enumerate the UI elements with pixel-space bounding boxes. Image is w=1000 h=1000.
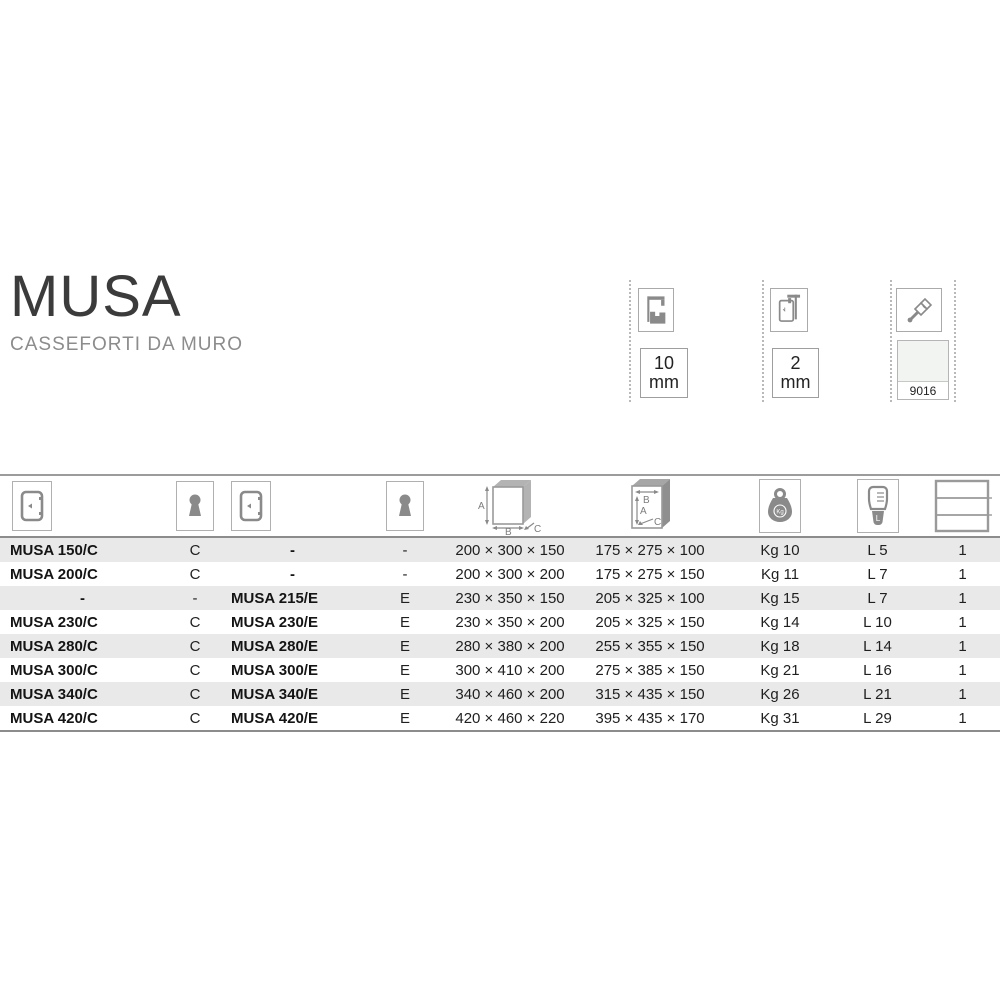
weight-cell: Kg 31 (760, 709, 800, 727)
weight-cell: Kg 14 (760, 613, 800, 631)
shelves-count-cell: 1 (958, 589, 967, 607)
body-thickness-number: 2 (790, 353, 801, 374)
model-e-cell: MUSA 215/E (231, 589, 318, 607)
model-c-cell: - (80, 589, 85, 607)
key-type-c-cell: C (189, 661, 201, 679)
weight-cell: Kg 10 (760, 541, 800, 559)
door-thickness-unit: mm (649, 372, 679, 392)
external-dimensions-cell: 340 × 460 × 200 (455, 685, 565, 703)
volume-cell: L 10 (863, 613, 892, 631)
external-dimensions-icon (477, 477, 543, 535)
volume-l-icon (857, 479, 899, 533)
safe-door-icon (231, 481, 271, 531)
shelves-count-cell: 1 (958, 685, 967, 703)
shelves-count-cell: 1 (958, 661, 967, 679)
caliper-body-thickness-icon (770, 288, 808, 332)
external-dimensions-cell: 200 × 300 × 200 (455, 565, 565, 583)
key-type-e-cell: - (402, 541, 408, 559)
model-e-cell: MUSA 300/E (231, 661, 318, 679)
dotted-separator (890, 280, 892, 402)
column-external-dimensions-header (450, 476, 570, 536)
table-row (0, 586, 1000, 610)
volume-cell: L 29 (863, 709, 892, 727)
model-c-cell: MUSA 340/C (10, 685, 98, 703)
internal-dimensions-cell: 175 × 275 × 100 (595, 541, 705, 559)
volume-cell: L 21 (863, 685, 892, 703)
key-type-c-cell: C (189, 685, 201, 703)
table-row (0, 682, 1000, 706)
internal-dimensions-cell: 255 × 355 × 150 (595, 637, 705, 655)
external-dimensions-cell: 230 × 350 × 200 (455, 613, 565, 631)
keyhole-icon (176, 481, 214, 531)
key-type-e-cell: E (399, 637, 410, 655)
key-type-e-cell: - (402, 565, 408, 583)
svg-text:B: B (505, 527, 512, 535)
internal-dimensions-cell: 205 × 325 × 150 (595, 613, 705, 631)
key-type-c-cell: C (189, 541, 201, 559)
ral-color-swatch (897, 340, 949, 400)
dotted-separator (762, 280, 764, 402)
spec-table (0, 474, 1000, 732)
column-shelves-header (925, 476, 1000, 536)
external-dimensions-cell: 230 × 350 × 150 (455, 589, 565, 607)
internal-dimensions-cell: 395 × 435 × 170 (595, 709, 705, 727)
external-dimensions-cell: 280 × 380 × 200 (455, 637, 565, 655)
key-type-c-cell: C (189, 613, 201, 631)
column-key-c-header (165, 476, 225, 536)
shelves-count-cell: 1 (958, 565, 967, 583)
key-type-c-cell: C (189, 637, 201, 655)
caliper-door-thickness-icon (638, 288, 674, 332)
model-c-cell: MUSA 150/C (10, 541, 98, 559)
model-c-cell: MUSA 200/C (10, 565, 98, 583)
weight-cell: Kg 15 (760, 589, 800, 607)
internal-dimensions-cell: 275 × 385 × 150 (595, 661, 705, 679)
internal-dimensions-cell: 175 × 275 × 150 (595, 565, 705, 583)
table-body (0, 538, 1000, 732)
model-c-cell: MUSA 420/C (10, 709, 98, 727)
model-e-cell: - (290, 541, 295, 559)
volume-cell: L 7 (867, 589, 888, 607)
table-row (0, 634, 1000, 658)
shelves-count-cell: 1 (958, 637, 967, 655)
volume-cell: L 5 (867, 541, 888, 559)
column-key-e-header (360, 476, 450, 536)
internal-dimensions-icon (620, 478, 680, 534)
key-type-c-cell: C (189, 709, 201, 727)
shelves-count-cell: 1 (958, 541, 967, 559)
external-dimensions-cell: 200 × 300 × 150 (455, 541, 565, 559)
model-c-cell: MUSA 230/C (10, 613, 98, 631)
volume-cell: L 7 (867, 565, 888, 583)
svg-text:Kg: Kg (776, 509, 784, 516)
model-e-cell: MUSA 280/E (231, 637, 318, 655)
key-type-e-cell: E (399, 589, 410, 607)
body-thickness-unit: mm (780, 372, 811, 392)
column-model-c-header (0, 476, 165, 536)
column-volume-header (830, 476, 925, 536)
weight-cell: Kg 21 (760, 661, 800, 679)
weight-cell: Kg 18 (760, 637, 800, 655)
column-model-e-header (225, 476, 360, 536)
table-header-row (0, 476, 1000, 536)
table-row (0, 706, 1000, 730)
model-e-cell: MUSA 340/E (231, 685, 318, 703)
weight-cell: Kg 11 (760, 565, 800, 583)
internal-dimensions-cell: 315 × 435 × 150 (595, 685, 705, 703)
svg-text:C: C (534, 524, 542, 535)
paintbrush-icon (896, 288, 942, 332)
shelves-icon (934, 479, 992, 533)
key-type-e-cell: E (399, 709, 410, 727)
brand-block (10, 264, 244, 356)
svg-text:A: A (478, 501, 485, 512)
table-row (0, 538, 1000, 562)
keyhole-icon (386, 481, 424, 531)
key-type-e-cell: E (399, 613, 410, 631)
weight-cell: Kg 26 (760, 685, 800, 703)
dotted-separator (629, 280, 631, 402)
internal-dimensions-cell: 205 × 325 × 100 (595, 589, 705, 607)
column-weight-header (730, 476, 830, 536)
key-type-c-cell: C (189, 565, 201, 583)
volume-cell: L 16 (863, 661, 892, 679)
external-dimensions-cell: 420 × 460 × 220 (455, 709, 565, 727)
body-thickness-value (772, 348, 819, 398)
svg-text:B: B (643, 495, 650, 506)
page-title: MUSA (10, 264, 182, 329)
model-c-cell: MUSA 300/C (10, 661, 98, 679)
model-e-cell: - (290, 565, 295, 583)
page-subtitle: CASSEFORTI DA MURO (10, 334, 244, 355)
svg-text:A: A (640, 506, 647, 517)
key-type-e-cell: E (399, 685, 410, 703)
external-dimensions-cell: 300 × 410 × 200 (455, 661, 565, 679)
key-type-e-cell: E (399, 661, 410, 679)
table-row (0, 658, 1000, 682)
key-type-c-cell: - (192, 589, 198, 607)
model-e-cell: MUSA 420/E (231, 709, 318, 727)
volume-cell: L 14 (863, 637, 892, 655)
weight-kg-icon (759, 479, 801, 533)
table-row (0, 610, 1000, 634)
table-row (0, 562, 1000, 586)
safe-door-icon (12, 481, 52, 531)
ral-color-fill (898, 341, 948, 381)
door-thickness-number: 10 (653, 353, 675, 374)
svg-text:L: L (875, 514, 880, 523)
model-c-cell: MUSA 280/C (10, 637, 98, 655)
svg-text:C: C (654, 517, 662, 528)
dotted-separator (954, 280, 956, 402)
door-thickness-value (640, 348, 688, 398)
column-internal-dimensions-header (570, 476, 730, 536)
ral-code-label: 9016 (898, 381, 948, 399)
model-e-cell: MUSA 230/E (231, 613, 318, 631)
shelves-count-cell: 1 (958, 613, 967, 631)
shelves-count-cell: 1 (958, 709, 967, 727)
